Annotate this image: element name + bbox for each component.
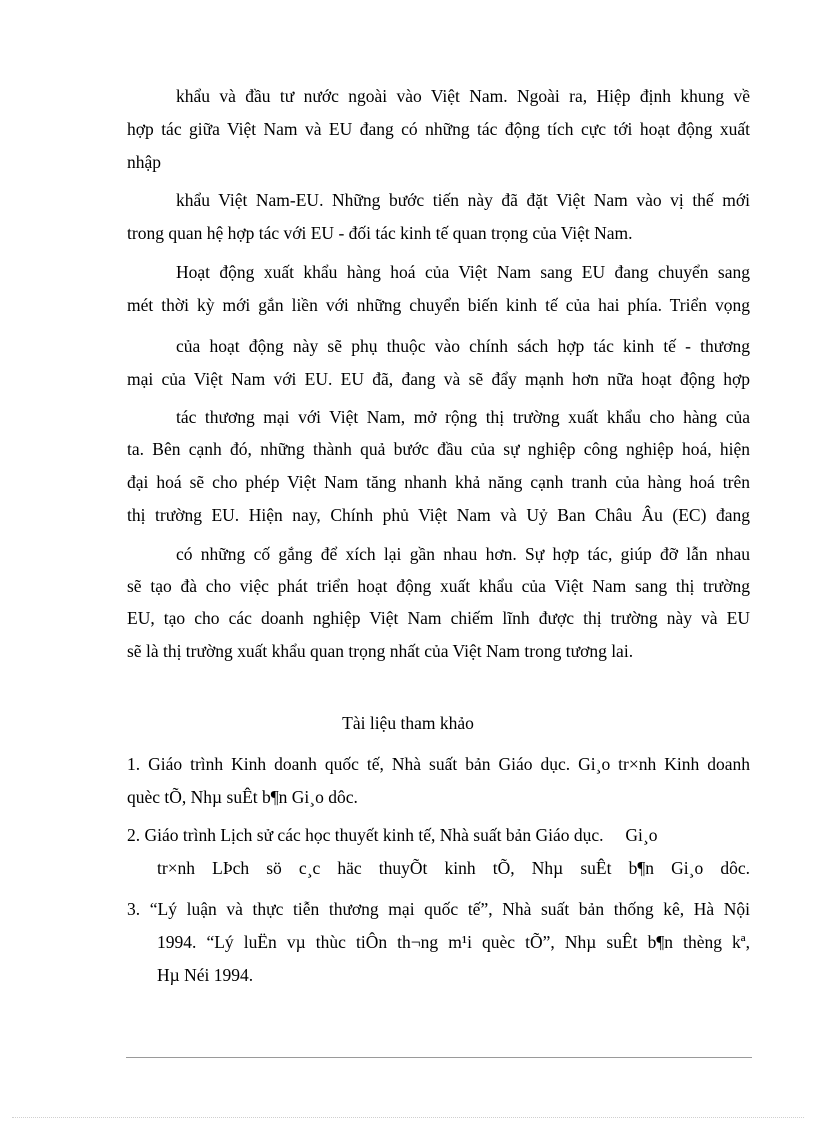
body-line: thị trường EU. Hiện nay, Chính phủ Việt Nam và Uỷ Ban Châu Âu (EC) đang — [127, 505, 750, 525]
reference-line: 2. Giáo trình Lịch sử các học thuyết kinh tế, Nhà suất bản Giáo dục. Gi¸o — [127, 825, 658, 845]
body-line: của hoạt động này sẽ phụ thuộc vào chính sách hợp tác kinh tế - thương — [176, 336, 750, 356]
body-line: có những cố gắng để xích lại gần nhau hơn. Sự hợp tác, giúp đỡ lẫn nhau — [176, 544, 750, 564]
body-line: hợp tác giữa Việt Nam và EU đang có những tác động tích cực tới hoạt động xuất — [127, 119, 750, 139]
body-line: ta. Bên cạnh đó, những thành quả bước đầu của sự nghiệp công nghiệp hoá, hiện — [127, 439, 750, 459]
body-line: trong quan hệ hợp tác với EU - đối tác kinh tế quan trọng của Việt Nam. — [127, 223, 633, 243]
body-line: sẽ tạo đà cho việc phát triển hoạt động xuất khẩu của Việt Nam sang thị trường — [127, 576, 750, 596]
body-line: Hoạt động xuất khẩu hàng hoá của Việt Nam sang EU đang chuyển sang — [176, 262, 750, 282]
body-line: mại của Việt Nam với EU. EU đã, đang và sẽ đẩy mạnh hơn nữa hoạt động hợp — [127, 369, 750, 389]
body-line: mét thời kỳ mới gắn liền với những chuyển biến kinh tế của hai phía. Triển vọng — [127, 295, 750, 315]
references-heading: Tài liệu tham khảo — [342, 713, 474, 733]
body-line: khẩu và đầu tư nước ngoài vào Việt Nam. Ngoài ra, Hiệp định khung về — [176, 86, 750, 106]
reference-line: 3. “Lý luận và thực tiễn thương mại quốc tế”, Nhà suất bản thống kê, Hà Nội — [127, 899, 750, 919]
reference-line: tr×nh LÞch sö c¸c häc thuyÕt kinh tÕ, Nhµ suÊt b¶n Gi¸o dôc. — [157, 858, 750, 878]
body-line: nhập — [127, 152, 162, 172]
footer-divider — [126, 1057, 752, 1058]
body-line: sẽ là thị trường xuất khẩu quan trọng nhất của Việt Nam trong tương lai. — [127, 641, 634, 661]
body-line: đại hoá sẽ cho phép Việt Nam tăng nhanh khả năng cạnh tranh của hàng hoá trên — [127, 472, 750, 492]
body-line: tác thương mại với Việt Nam, mở rộng thị trường xuất khẩu cho hàng của — [176, 407, 750, 427]
reference-line: 1. Giáo trình Kinh doanh quốc tế, Nhà suất bản Giáo dục. Gi¸o tr×nh Kinh doanh — [127, 754, 750, 774]
page-bottom-dotted-border — [12, 1117, 804, 1118]
body-line: khẩu Việt Nam-EU. Những bước tiến này đã đặt Việt Nam vào vị thế mới — [176, 190, 750, 210]
reference-line: 1994. “Lý luËn vµ thùc tiÔn th¬ng m¹i quèc tÕ”, Nhµ suÊt b¶n thèng kª, — [157, 932, 750, 952]
body-line: EU, tạo cho các doanh nghiệp Việt Nam chiếm lĩnh được thị trường này và EU — [127, 608, 750, 628]
reference-line: quèc tÕ, Nhµ suÊt b¶n Gi¸o dôc. — [127, 787, 358, 807]
reference-line: Hµ Néi 1994. — [157, 965, 254, 985]
